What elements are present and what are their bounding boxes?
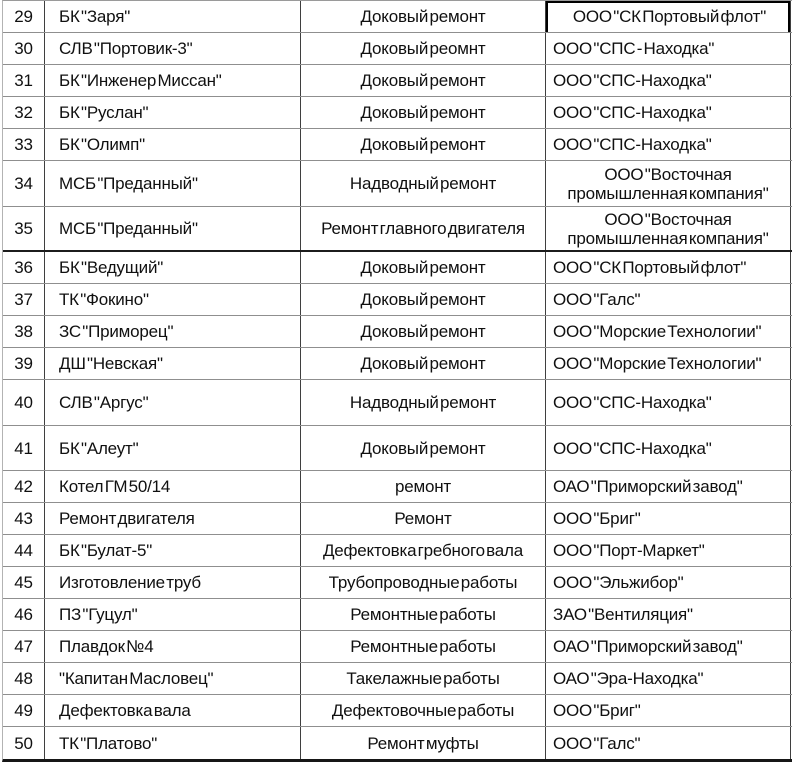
- table-row: [3, 599, 792, 631]
- row-number-cell: 49: [3, 695, 45, 726]
- company-cell: ООО "СПС-Находка": [546, 97, 791, 128]
- company-cell: ООО "СК Портовый флот": [546, 252, 791, 283]
- work-cell: Доковый ремонт: [301, 316, 546, 347]
- row-number-cell: 30: [3, 33, 45, 64]
- object-cell: ТК "Платово": [45, 727, 301, 759]
- work-cell: Ремонт муфты: [301, 727, 546, 759]
- object-cell: БК "Алеут": [45, 426, 301, 470]
- company-cell: ООО "СПС-Находка": [546, 129, 791, 160]
- work-cell: Ремонтные работы: [301, 631, 546, 662]
- table-row: [3, 284, 792, 316]
- work-cell: Ремонтные работы: [301, 599, 546, 630]
- object-cell: ПЗ "Гуцул": [45, 599, 301, 630]
- work-cell: Доковый ремонт: [301, 1, 546, 32]
- table-row: [3, 348, 792, 380]
- row-number-cell: 47: [3, 631, 45, 662]
- repairs-table: [2, 0, 792, 762]
- table-row: [3, 471, 792, 503]
- row-number-cell: 43: [3, 503, 45, 534]
- table-row: [3, 380, 792, 426]
- work-cell: Доковый ремонт: [301, 284, 546, 315]
- row-number-cell: 32: [3, 97, 45, 128]
- table-row: [3, 33, 792, 65]
- work-cell: Доковый реомнт: [301, 33, 546, 64]
- object-cell: СЛВ "Аргус": [45, 380, 301, 425]
- work-cell: ремонт: [301, 471, 546, 502]
- row-number-cell: 35: [3, 207, 45, 250]
- object-cell: Ремонт двигателя: [45, 503, 301, 534]
- row-number-cell: 38: [3, 316, 45, 347]
- company-cell: ООО "Эльжибор": [546, 567, 791, 598]
- row-number-cell: 36: [3, 252, 45, 283]
- row-number-cell: 29: [3, 1, 45, 32]
- row-number-cell: 44: [3, 535, 45, 566]
- work-cell: Доковый ремонт: [301, 129, 546, 160]
- table-row: [3, 695, 792, 727]
- table-row: [3, 426, 792, 471]
- work-cell: Ремонт главного двигателя: [301, 207, 546, 250]
- object-cell: ТК "Фокино": [45, 284, 301, 315]
- work-cell: Доковый ремонт: [301, 252, 546, 283]
- company-cell: ЗАО "Вентиляция": [546, 599, 791, 630]
- company-cell: ООО "Галс": [546, 284, 791, 315]
- row-number-cell: 33: [3, 129, 45, 160]
- object-cell: БК "Ведущий": [45, 252, 301, 283]
- row-number-cell: 41: [3, 426, 45, 470]
- row-number-cell: 39: [3, 348, 45, 379]
- row-number-cell: 42: [3, 471, 45, 502]
- table-row: [3, 316, 792, 348]
- company-cell: ООО "Бриг": [546, 695, 791, 726]
- company-cell: ООО "Восточная промышленная компания": [546, 207, 791, 250]
- company-cell: ООО "Галс": [546, 727, 791, 759]
- table-row: [3, 631, 792, 663]
- table-row: [3, 65, 792, 97]
- company-cell: ООО "СК Портовый флот": [546, 1, 791, 32]
- work-cell: Доковый ремонт: [301, 97, 546, 128]
- table-row: [3, 161, 792, 207]
- row-number-cell: 40: [3, 380, 45, 425]
- work-cell: Дефектовочные работы: [301, 695, 546, 726]
- work-cell: Надводный ремонт: [301, 380, 546, 425]
- object-cell: БК "Инженер Миссан": [45, 65, 301, 96]
- company-cell: ОАО "Приморский завод": [546, 471, 791, 502]
- work-cell: Доковый ремонт: [301, 426, 546, 470]
- work-cell: Такелажные работы: [301, 663, 546, 694]
- row-number-cell: 31: [3, 65, 45, 96]
- object-cell: ДШ "Невская": [45, 348, 301, 379]
- object-cell: МСБ "Преданный": [45, 207, 301, 250]
- company-cell: ООО "СПС-Находка": [546, 426, 791, 470]
- work-cell: Дефектовка гребного вала: [301, 535, 546, 566]
- company-cell: ООО "Восточная промышленная компания": [546, 161, 791, 206]
- work-cell: Надводный ремонт: [301, 161, 546, 206]
- object-cell: Изготовление труб: [45, 567, 301, 598]
- object-cell: МСБ "Преданный": [45, 161, 301, 206]
- object-cell: БК "Руслан": [45, 97, 301, 128]
- table-row: [3, 97, 792, 129]
- object-cell: БК "Заря": [45, 1, 301, 32]
- table-row: [3, 567, 792, 599]
- work-cell: Ремонт: [301, 503, 546, 534]
- company-cell: ООО "СПС-Находка": [546, 380, 791, 425]
- table-row: [3, 503, 792, 535]
- row-number-cell: 46: [3, 599, 45, 630]
- work-cell: Доковый ремонт: [301, 65, 546, 96]
- object-cell: Плавдок №4: [45, 631, 301, 662]
- table-row: [3, 727, 792, 759]
- object-cell: БК "Булат-5": [45, 535, 301, 566]
- company-cell: ООО "Бриг": [546, 503, 791, 534]
- work-cell: Трубопроводные работы: [301, 567, 546, 598]
- row-number-cell: 48: [3, 663, 45, 694]
- row-number-cell: 34: [3, 161, 45, 206]
- company-cell: ООО "Морские Технологии": [546, 348, 791, 379]
- company-cell: ООО "СПС - Находка": [546, 33, 791, 64]
- table-row: [3, 129, 792, 161]
- company-cell: ОАО "Приморский завод": [546, 631, 791, 662]
- table-row: [3, 535, 792, 567]
- work-cell: Доковый ремонт: [301, 348, 546, 379]
- table-row: [3, 207, 792, 252]
- object-cell: Котел ГМ 50/14: [45, 471, 301, 502]
- table-row: [3, 663, 792, 695]
- company-cell: ООО "Морские Технологии": [546, 316, 791, 347]
- company-cell: ОАО "Эра-Находка": [546, 663, 791, 694]
- object-cell: БК "Олимп": [45, 129, 301, 160]
- company-cell: ООО "СПС-Находка": [546, 65, 791, 96]
- object-cell: ЗС "Приморец": [45, 316, 301, 347]
- company-cell: ООО "Порт-Маркет": [546, 535, 791, 566]
- row-number-cell: 37: [3, 284, 45, 315]
- table-row: [3, 1, 792, 33]
- row-number-cell: 50: [3, 727, 45, 759]
- object-cell: Дефектовка вала: [45, 695, 301, 726]
- object-cell: СЛВ "Портовик-3": [45, 33, 301, 64]
- row-number-cell: 45: [3, 567, 45, 598]
- table-row: [3, 252, 792, 284]
- object-cell: "Капитан Масловец": [45, 663, 301, 694]
